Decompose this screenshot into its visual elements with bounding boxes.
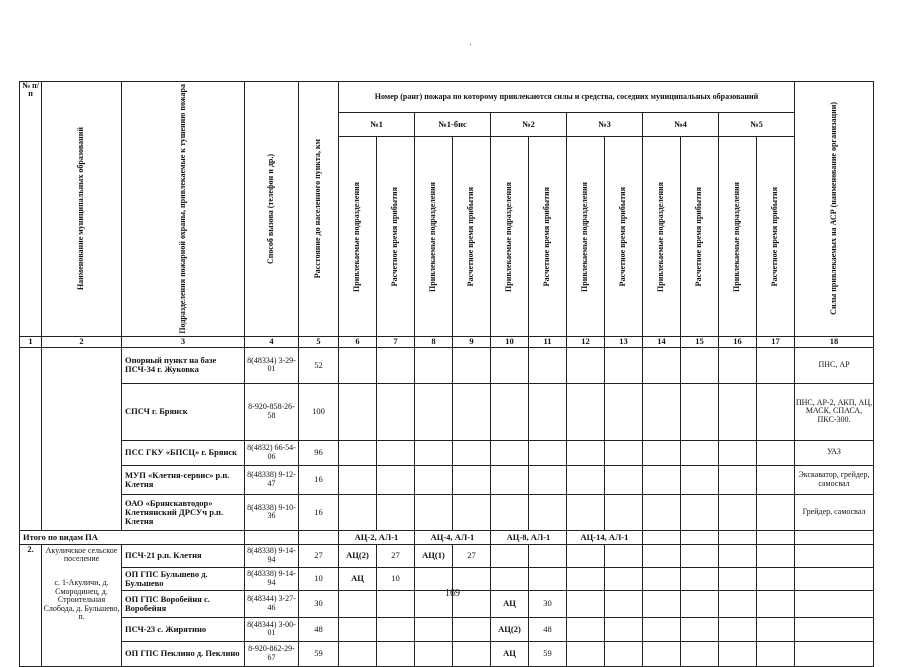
cell-phone: 8(4832) 66-54-06 — [245, 440, 299, 465]
cell-r1-time — [377, 617, 415, 641]
cell-distance: 96 — [299, 440, 339, 465]
header-municipality: Наименование муниципальных образований — [42, 82, 122, 337]
totals-label: Итого по видам ПА — [20, 530, 245, 544]
cell-r1bis-unit — [415, 567, 453, 590]
header-rank-1: №1 — [339, 113, 415, 137]
cell-num — [20, 347, 42, 530]
cell-r2-unit: АЦ — [491, 641, 529, 666]
col-number: 1 — [20, 336, 42, 347]
col-number: 5 — [299, 336, 339, 347]
cell-r2-time: 30 — [529, 590, 567, 617]
header-forces: Силы привлекаемых на АСР (наименование организации) — [795, 82, 874, 337]
cell-municipality — [42, 347, 122, 530]
cell-municipality — [42, 544, 122, 666]
cell-r1bis-unit: АЦ(1) — [415, 544, 453, 567]
header-time-r3: Расчетное время прибытия — [605, 137, 643, 336]
col-number: 10 — [491, 336, 529, 347]
header-rank-group: Номер (ранг) пожара по которому привлекаются силы и средства, соседних муниципальных образований — [339, 82, 795, 113]
cell-distance: 30 — [299, 590, 339, 617]
col-number: 18 — [795, 336, 874, 347]
cell-forces: Грейдер, самосвал — [795, 494, 874, 530]
totals-rank-2: АЦ-8, АЛ-1 — [491, 530, 567, 544]
cell-r1-unit — [339, 617, 377, 641]
cell-unit: ПСЧ-23 с. Жирятино — [122, 617, 245, 641]
header-distance: Расстояние до населенного пункта, км — [299, 82, 339, 337]
cell-distance: 16 — [299, 494, 339, 530]
table-row — [20, 465, 874, 494]
page-number: 169 — [445, 588, 460, 599]
cell-r1bis-time — [453, 567, 491, 590]
header-time-r5: Расчетное время прибытия — [757, 137, 795, 336]
cell-r1-unit: АЦ — [339, 567, 377, 590]
cell-r1bis-time — [453, 617, 491, 641]
totals-row — [20, 530, 874, 544]
cell-forces: ПНС, АР — [795, 347, 874, 383]
cell-phone: 8(48338) 9-12-47 — [245, 465, 299, 494]
col-number: 17 — [757, 336, 795, 347]
cell-unit: Опорный пункт на базе ПСЧ-34 г. Жуковка — [122, 347, 245, 383]
cell-distance: 59 — [299, 641, 339, 666]
header-units-r1: Привлекаемые подразделения — [339, 137, 377, 336]
col-number: 7 — [377, 336, 415, 347]
header-time-r2: Расчетное время прибытия — [529, 137, 567, 336]
cell-r2-unit: АЦ(2) — [491, 617, 529, 641]
header-rank-3: №3 — [567, 113, 643, 137]
cell-unit: ОП ГПС Воробейня с. Воробейня — [122, 590, 245, 617]
table-row — [20, 347, 874, 383]
cell-distance: 48 — [299, 617, 339, 641]
cell-r1-unit — [339, 641, 377, 666]
table-row — [20, 567, 874, 590]
municipality-title: Акуличское сельское поселение — [45, 545, 118, 564]
cell-unit: ОАО «Брянскавтодор» Клетнянский ДРСУч р.п. Клетня — [122, 494, 245, 530]
cell-r1bis-time — [453, 641, 491, 666]
cell-forces: ПНС, АР-2, АКП, АЦ, МАСК, СПАСА, ПКС-300. — [795, 383, 874, 440]
cell-r1-unit: АЦ(2) — [339, 544, 377, 567]
header-rank-4: №4 — [643, 113, 719, 137]
header-time-r1: Расчетное время прибытия — [377, 137, 415, 336]
cell-forces: УАЗ — [795, 440, 874, 465]
header-units-r3: Привлекаемые подразделения — [567, 137, 605, 336]
col-number: 13 — [605, 336, 643, 347]
cell-r2-unit: АЦ — [491, 590, 529, 617]
cell-r1bis-unit — [415, 617, 453, 641]
cell-r1bis-unit — [415, 641, 453, 666]
col-number: 3 — [122, 336, 245, 347]
cell-phone: 8(48338) 9-14-94 — [245, 567, 299, 590]
cell-unit: МУП «Клетня-сервис» р.п. Клетня — [122, 465, 245, 494]
cell-distance: 27 — [299, 544, 339, 567]
cell-phone: 8(48344) 3-00-01 — [245, 617, 299, 641]
col-number: 9 — [453, 336, 491, 347]
cell-num: 2. — [20, 544, 42, 666]
table-row — [20, 641, 874, 666]
cell-distance: 100 — [299, 383, 339, 440]
header-time-r1bis: Расчетное время прибытия — [453, 137, 491, 336]
table-row — [20, 617, 874, 641]
cell-r2-time — [529, 567, 567, 590]
cell-r1-time: 27 — [377, 544, 415, 567]
header-units-r2: Привлекаемые подразделения — [491, 137, 529, 336]
scan-dot — [470, 44, 471, 45]
header-units-r5: Привлекаемые подразделения — [719, 137, 757, 336]
cell-distance: 16 — [299, 465, 339, 494]
cell-r1-time: 10 — [377, 567, 415, 590]
header-rank-2: №2 — [491, 113, 567, 137]
col-number: 8 — [415, 336, 453, 347]
cell-r2-unit — [491, 567, 529, 590]
cell-distance: 10 — [299, 567, 339, 590]
header-units-r1bis: Привлекаемые подразделения — [415, 137, 453, 336]
cell-r2-time: 59 — [529, 641, 567, 666]
col-number: 6 — [339, 336, 377, 347]
table-row — [20, 494, 874, 530]
cell-phone: 8(48334) 3-29-01 — [245, 347, 299, 383]
header-call-method: Способ вызова (телефон и др.) — [245, 82, 299, 337]
table-row — [20, 544, 874, 567]
cell-unit: ОП ГПС Бульшево д. Бульшево — [122, 567, 245, 590]
cell-r1-time — [377, 641, 415, 666]
cell-r2-unit — [491, 544, 529, 567]
cell-phone: 8(48344) 3-27-46 — [245, 590, 299, 617]
cell-unit: ПСЧ-21 р.п. Клетня — [122, 544, 245, 567]
header-num: № п/п — [20, 82, 42, 337]
totals-rank-1bis: АЦ-4, АЛ-1 — [415, 530, 491, 544]
cell-phone: 8(48338) 9-10-36 — [245, 494, 299, 530]
table-row — [20, 440, 874, 465]
cell-phone: 8-920-862-29-67 — [245, 641, 299, 666]
column-numbers-row — [20, 336, 874, 347]
header-rank-5: №5 — [719, 113, 795, 137]
col-number: 2 — [42, 336, 122, 347]
municipality-places: с. 1-Акуличи, д. Смородинец, д. Строительная Слобода, д. Бульшево, п. — [43, 578, 120, 622]
cell-r2-time: 48 — [529, 617, 567, 641]
cell-distance: 52 — [299, 347, 339, 383]
col-number: 14 — [643, 336, 681, 347]
totals-rank-1: АЦ-2, АЛ-1 — [339, 530, 415, 544]
col-number: 12 — [567, 336, 605, 347]
header-rank-1bis: №1-бис — [415, 113, 491, 137]
cell-unit: ОП ГПС Пеклино д. Пеклино — [122, 641, 245, 666]
totals-rank-3: АЦ-14, АЛ-1 — [567, 530, 643, 544]
col-number: 11 — [529, 336, 567, 347]
header-units: Подразделения пожарной охраны, привлекаемые к тушению пожара — [122, 82, 245, 337]
cell-phone: 8(48338) 9-14-94 — [245, 544, 299, 567]
cell-unit: ПСС ГКУ «БПСЦ» г. Брянск — [122, 440, 245, 465]
col-number: 16 — [719, 336, 757, 347]
cell-forces: Экскаватор, грейдер, самосвал — [795, 465, 874, 494]
cell-phone: 8-920-858-26-58 — [245, 383, 299, 440]
cell-r1bis-time: 27 — [453, 544, 491, 567]
header-time-r4: Расчетное время прибытия — [681, 137, 719, 336]
cell-unit: СПСЧ г. Брянск — [122, 383, 245, 440]
fire-forces-table — [19, 81, 874, 667]
col-number: 4 — [245, 336, 299, 347]
table-row — [20, 383, 874, 440]
col-number: 15 — [681, 336, 719, 347]
header-units-r4: Привлекаемые подразделения — [643, 137, 681, 336]
cell-r2-time — [529, 544, 567, 567]
